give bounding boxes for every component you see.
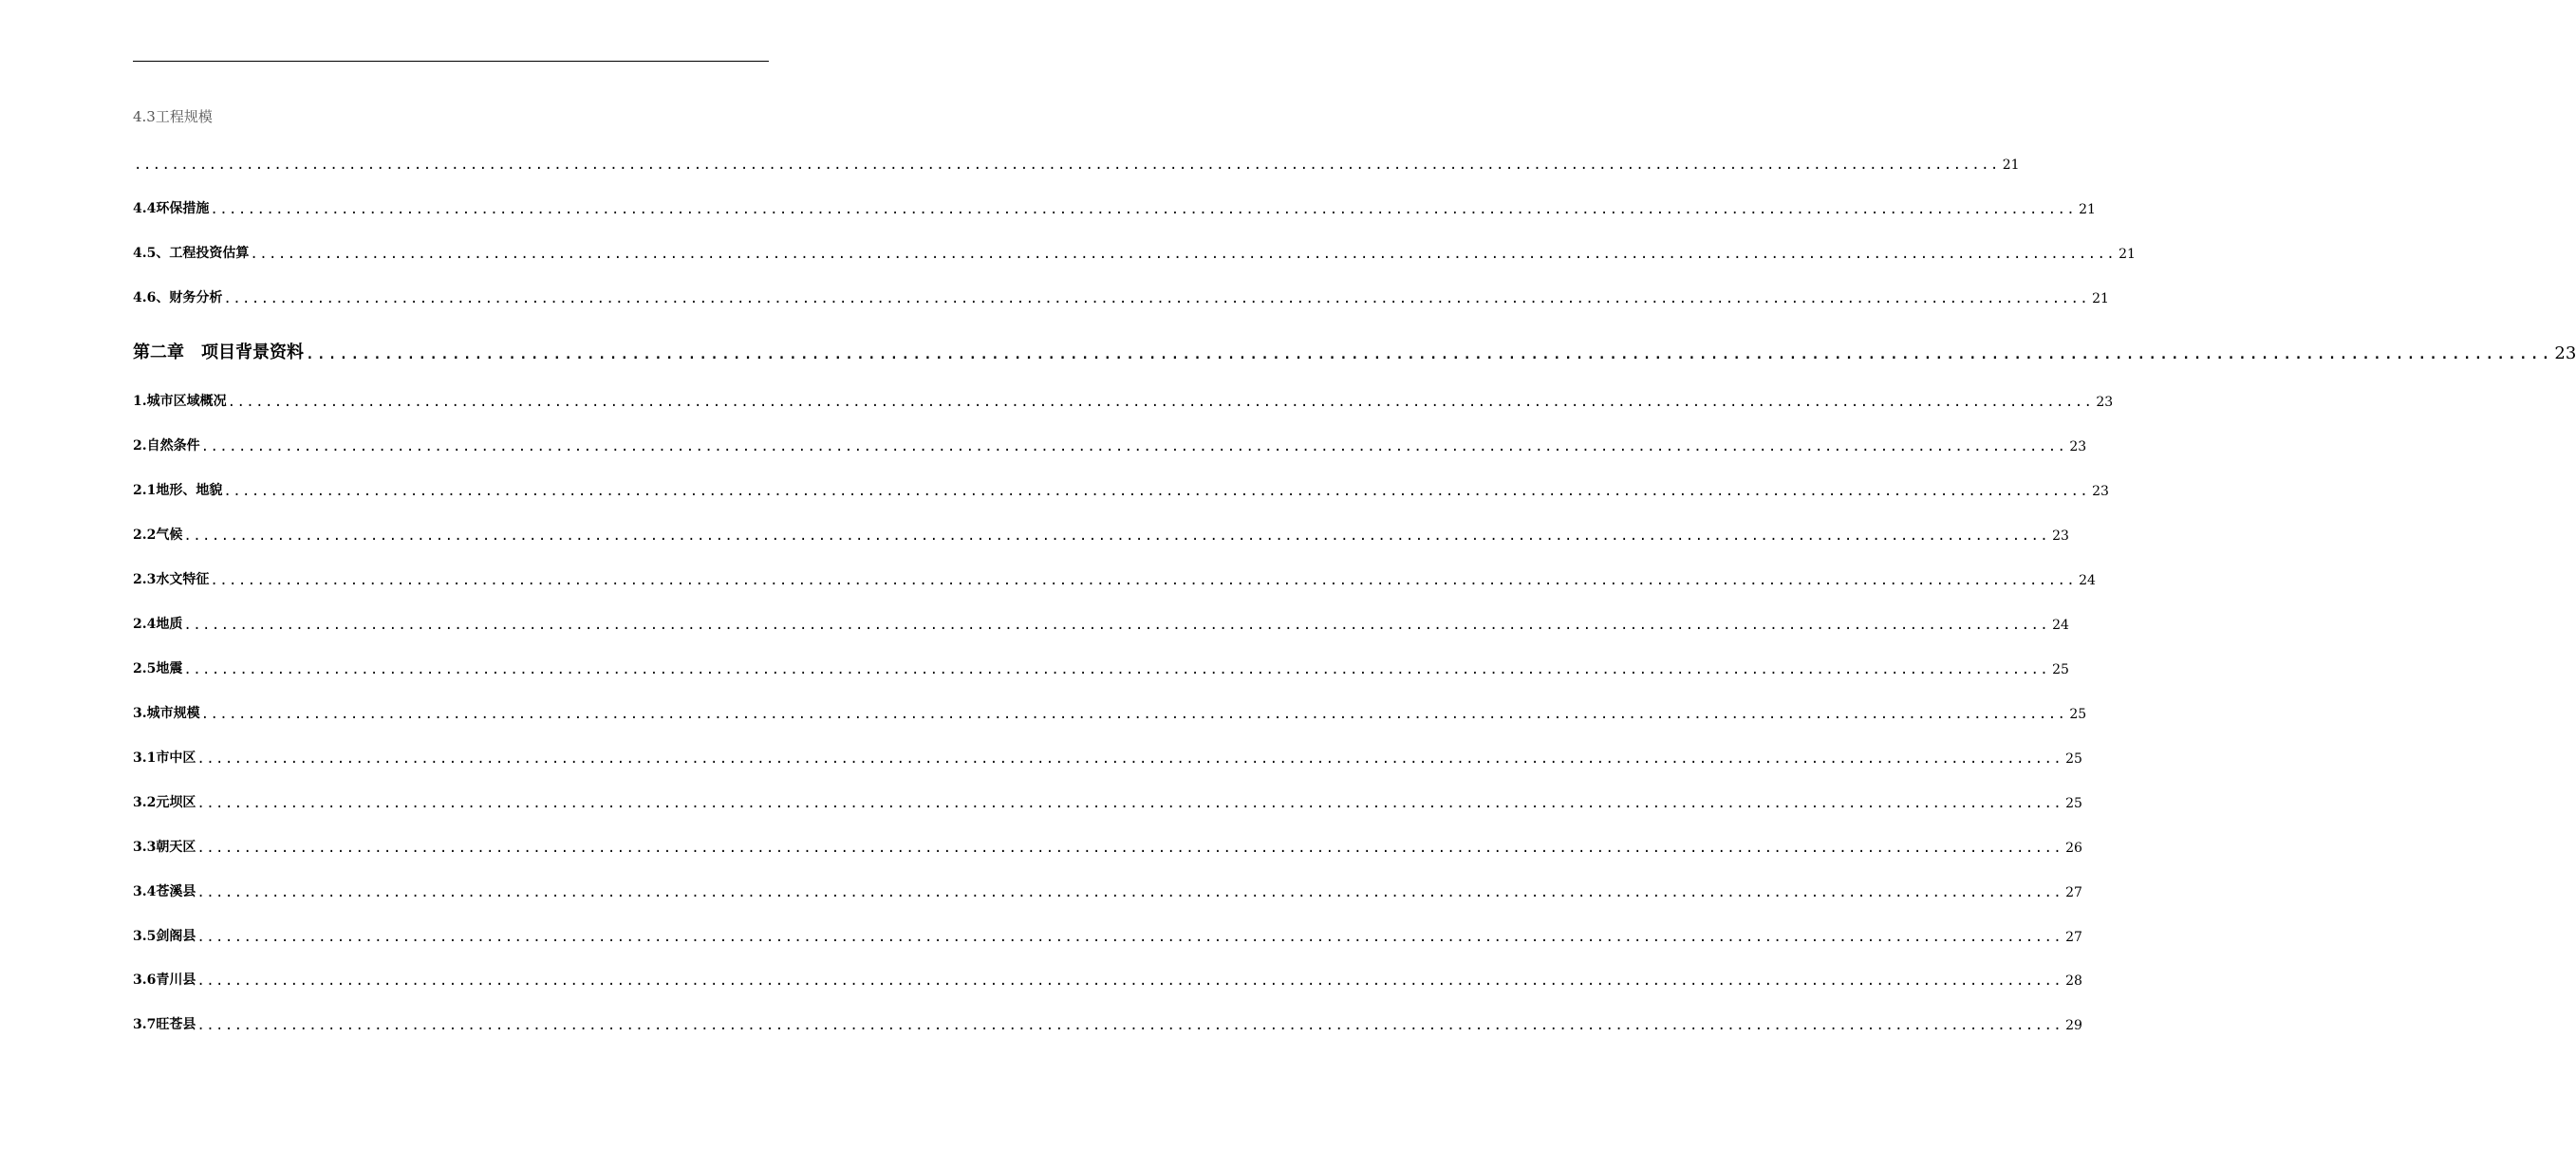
toc-entry[interactable] <box>133 835 2082 856</box>
toc-leader-dots: ........................................................................................................................................................................................................ <box>183 618 2050 633</box>
toc-leader-dots: ........................................................................................................................................................................................................ <box>196 973 2063 989</box>
toc-leader-dots: ........................................................................................................................................................................................................ <box>227 395 2094 410</box>
toc-leader-dots: ........................................................................................................................................................................................................ <box>210 202 2077 217</box>
toc-entry-label: 2.4地质 <box>133 617 183 632</box>
toc-entry[interactable] <box>133 152 2020 173</box>
toc-leader-dots: ........................................................................................................................................................................................................ <box>305 343 2552 363</box>
toc-entry-page: 25 <box>2065 751 2082 767</box>
toc-entry[interactable] <box>133 790 2082 811</box>
toc-entry-label: 3.6青川县 <box>133 972 196 988</box>
toc-leader-dots: ........................................................................................................................................................................................................ <box>196 1018 2063 1033</box>
toc-entry-label: 4.6、财务分析 <box>133 290 223 306</box>
toc-entry-page: 28 <box>2065 973 2082 989</box>
toc-entry-label: 2.自然条件 <box>133 438 200 454</box>
toc-entry[interactable] <box>133 523 2069 544</box>
toc-entry-page: 23 <box>2554 343 2576 363</box>
toc-entry-label: 3.1市中区 <box>133 750 196 766</box>
toc-entry[interactable] <box>133 478 2109 499</box>
toc-leader-dots: ........................................................................................................................................................................................................ <box>134 157 2000 173</box>
toc-entry-label: 1.城市区域概况 <box>133 394 227 409</box>
toc-entry-page: 27 <box>2065 885 2082 900</box>
toc-entry-page: 21 <box>2092 291 2109 306</box>
toc-entry-label: 3.3朝天区 <box>133 840 196 855</box>
toc-leader-dots: ........................................................................................................................................................................................................ <box>183 528 2050 544</box>
toc-leader-dots: ........................................................................................................................................................................................................ <box>196 796 2063 811</box>
toc-entry[interactable] <box>133 389 2114 410</box>
toc-entry[interactable] <box>133 880 2082 900</box>
toc-entry-page: 21 <box>2079 202 2096 217</box>
toc-entry[interactable] <box>133 1012 2082 1033</box>
toc-chapter-entry[interactable] <box>133 337 2576 363</box>
toc-entry-label: 4.4环保措施 <box>133 201 210 216</box>
toc-entry-label: 第二章 项目背景资料 <box>133 343 304 362</box>
toc-entry-page: 23 <box>2052 528 2069 544</box>
toc-entry-page: 23 <box>2092 484 2109 499</box>
toc-entry-page: 25 <box>2069 707 2087 722</box>
toc-entry[interactable] <box>133 196 2096 217</box>
toc-entry-label: 2.2气候 <box>133 528 183 543</box>
toc-entry-label: 3.7旺苍县 <box>133 1017 196 1032</box>
toc-entry-label: 4.5、工程投资估算 <box>133 246 250 261</box>
toc-entry[interactable] <box>133 968 2082 989</box>
toc-entry[interactable] <box>133 701 2087 722</box>
toc-leader-dots: ........................................................................................................................................................................................................ <box>223 291 2090 306</box>
toc-entry[interactable] <box>133 612 2069 633</box>
toc-entry[interactable] <box>133 746 2082 767</box>
toc-leader-dots: ........................................................................................................................................................................................................ <box>200 439 2067 454</box>
toc-leader-dots: ........................................................................................................................................................................................................ <box>200 707 2067 722</box>
toc-orphan-heading: 4.3工程规模 <box>133 108 213 125</box>
toc-entry-label: 3.2元坝区 <box>133 795 196 810</box>
toc-leader-dots: ........................................................................................................................................................................................................ <box>250 247 2117 262</box>
toc-entry-label: 3.5剑阁县 <box>133 929 196 944</box>
toc-entry[interactable] <box>133 241 2136 262</box>
toc-entry-page: 24 <box>2052 618 2069 633</box>
toc-entry-page: 29 <box>2065 1018 2082 1033</box>
toc-entry-label: 3.城市规模 <box>133 706 200 721</box>
toc-leader-dots: ........................................................................................................................................................................................................ <box>196 885 2063 900</box>
header-rule <box>133 61 769 62</box>
toc-entry-page: 25 <box>2052 662 2069 677</box>
toc-entry-page: 27 <box>2065 930 2082 945</box>
toc-leader-dots: ........................................................................................................................................................................................................ <box>183 662 2050 677</box>
toc-entry-label: 2.1地形、地貌 <box>133 483 223 498</box>
toc-entry-page: 21 <box>2002 157 2020 173</box>
toc-entry-page: 25 <box>2065 796 2082 811</box>
toc-entry-label: 2.5地震 <box>133 661 183 676</box>
toc-leader-dots: ........................................................................................................................................................................................................ <box>223 484 2090 499</box>
toc-leader-dots: ........................................................................................................................................................................................................ <box>196 841 2063 856</box>
toc-entry[interactable] <box>133 286 2109 306</box>
toc-entry-page: 24 <box>2079 573 2096 588</box>
toc-leader-dots: ........................................................................................................................................................................................................ <box>210 573 2077 588</box>
toc-entry[interactable] <box>133 567 2096 588</box>
toc-leader-dots: ........................................................................................................................................................................................................ <box>196 930 2063 945</box>
toc-entry-page: 26 <box>2065 841 2082 856</box>
toc-entry[interactable] <box>133 657 2069 677</box>
toc-entry[interactable] <box>133 924 2082 945</box>
toc-entry-page: 23 <box>2096 395 2114 410</box>
toc-entry[interactable] <box>133 434 2087 454</box>
toc-entry-label: 2.3水文特征 <box>133 572 210 587</box>
toc-entry-label: 3.4苍溪县 <box>133 884 196 899</box>
toc-leader-dots: ........................................................................................................................................................................................................ <box>196 751 2063 767</box>
toc-entry-page: 23 <box>2069 439 2087 454</box>
toc-entry-page: 21 <box>2119 247 2136 262</box>
